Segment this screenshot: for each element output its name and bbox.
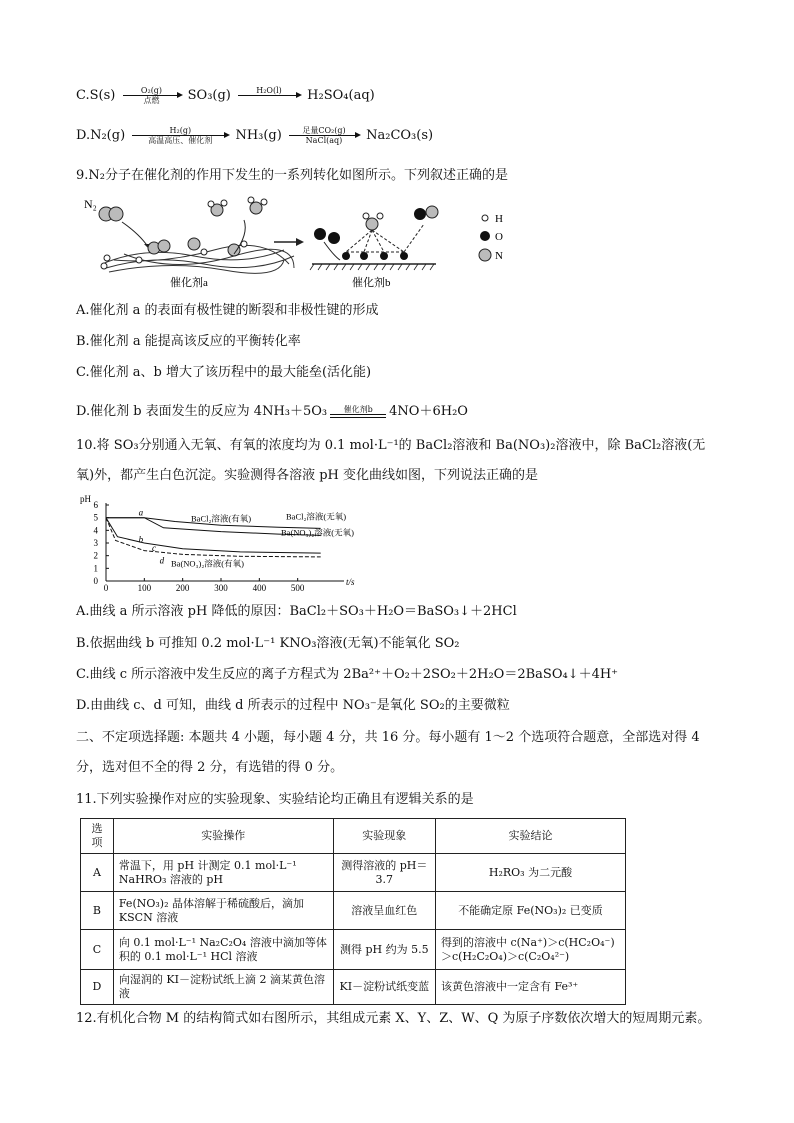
section-2-intro-1: 二、不定项选择题: 本题共 4 小题，每小题 4 分，共 16 分。每小题有 1～2 个选项符合题意，全部选对得 4 <box>76 730 700 745</box>
q10-stem-1: 10.将 SO₃分别通入无氧、有氧的浓度均为 0.1 mol·L⁻¹的 BaCl₂溶液和 Ba(NO₃)₂溶液中，除 BaCl₂溶液(无 <box>76 438 706 453</box>
x-tick-label: 0 <box>103 583 109 593</box>
equation-sign: 催化剂b <box>330 405 386 418</box>
y-tick-label: 1 <box>93 563 98 574</box>
q9-stem: 9.N₂分子在催化剂的作用下发生的一系列转化如图所示。下列叙述正确的是 <box>76 168 508 183</box>
y-tick-label: 0 <box>93 576 98 586</box>
q10-option-c: C.曲线 c 所示溶液中发生反应的离子方程式为 2Ba²⁺＋O₂＋2SO₂＋2H₂O＝2BaSO₄↓＋4H⁺ <box>76 667 619 682</box>
y-tick-label: 5 <box>93 512 98 523</box>
legend-h-icon <box>482 215 488 221</box>
experiment-table <box>80 818 626 1005</box>
x-tick-label: 300 <box>214 583 228 593</box>
legend-o-icon <box>480 231 490 241</box>
q10-stem-2: 氧)外，都产生白色沉淀。实验测得各溶液 pH 变化曲线如图，下列说法正确的是 <box>76 468 538 483</box>
x-tick-label: 200 <box>175 583 190 593</box>
ph-curve-chart <box>76 493 366 598</box>
y-tick-label: 4 <box>93 525 98 536</box>
catalyst-diagram <box>84 194 524 290</box>
y-tick-label: 2 <box>93 550 98 561</box>
q10-option-a: A.曲线 a 所示溶液 pH 降低的原因：BaCl₂＋SO₃＋H₂O＝BaSO₃↓＋2HCl <box>76 604 517 619</box>
header-conclusion: 实验结论 <box>435 819 625 854</box>
x-tick-label: 100 <box>137 583 152 593</box>
n2-label: N₂ <box>84 197 97 211</box>
header-option: 选项 <box>81 819 114 854</box>
legend-h: H <box>495 213 503 225</box>
catalyst-a-label: 催化剂a <box>170 277 208 289</box>
x-tick-label: 400 <box>252 583 267 593</box>
table-row: A 常温下，用 pH 计测定 0.1 mol·L⁻¹ NaHRO₃ 溶液的 pH 测得溶液的 pH＝3.7 H₂RO₃ 为二元酸 <box>81 854 626 892</box>
q8-option-d: D.N₂(g) H₂(g) 高温高压、催化剂 NH₃(g) 足量CO₂(g) NaCl(aq) Na₂CO₃(s) <box>76 126 434 145</box>
q8-option-c: C.S(s) O₂(g) 点燃 SO₃(g) H₂O(l) H₂SO₄(aq) <box>76 86 375 105</box>
table-row: D 向湿润的 KI－淀粉试纸上滴 2 滴某黄色溶液 KI－淀粉试纸变蓝 该黄色溶液中一定含有 Fe³⁺ <box>81 970 626 1005</box>
q10-option-d: D.由曲线 c、d 可知，曲线 d 所表示的过程中 NO₃⁻是氧化 SO₂的主要微粒 <box>76 698 510 713</box>
table-header-row <box>81 819 626 854</box>
section-2-intro-2: 分，选对但不全的得 2 分，有选错的得 0 分。 <box>76 760 344 775</box>
q11-stem: 11.下列实验操作对应的实验现象、实验结论均正确且有逻辑关系的是 <box>76 792 474 807</box>
q10-option-b: B.依据曲线 b 可推知 0.2 mol·L⁻¹ KNO₃溶液(无氧)不能氧化 SO₂ <box>76 636 460 651</box>
table-row: C 向 0.1 mol·L⁻¹ Na₂C₂O₄ 溶液中滴加等体积的 0.1 mol·L⁻¹ HCl 溶液 测得 pH 约为 5.5 得到的溶液中 c(Na⁺)＞c(HC₂O₄⁻)＞c(H₂C₂O₄)＞c(C₂O₄²⁻) <box>81 930 626 970</box>
x-tick-label: 500 <box>290 583 305 593</box>
curve-letter-label: a <box>138 507 144 518</box>
catalyst-b-label: 催化剂b <box>352 277 391 289</box>
q12-stem: 12.有机化合物 M 的结构简式如右图所示，其组成元素 X、Y、Z、W、Q 为原子序数依次增大的短周期元素。 <box>76 1011 711 1026</box>
series-label: BaCl₂溶液(无氧) <box>286 511 347 522</box>
q9-option-d: D.催化剂 b 表面发生的反应为 4NH₃＋5O₃ 催化剂b 4NO＋6H₂O <box>76 404 468 419</box>
table-row: B Fe(NO₃)₂ 晶体溶解于稀硫酸后，滴加 KSCN 溶液 溶液呈血红色 不能确定原 Fe(NO₃)₂ 已变质 <box>81 892 626 930</box>
header-operation: 实验操作 <box>113 819 333 854</box>
reaction-arrow: O₂(g) 点燃 <box>123 86 181 105</box>
q9-option-a: A.催化剂 a 的表面有极性键的断裂和非极性键的形成 <box>76 303 379 318</box>
curve-letter-label: d <box>159 555 165 566</box>
legend-n-icon <box>479 249 491 261</box>
q9-option-c: C.催化剂 a、b 增大了该历程中的最大能垒(活化能) <box>76 365 372 380</box>
reaction-arrow: 足量CO₂(g) NaCl(aq) <box>289 126 359 145</box>
series-label: BaCl₂溶液(有氧) <box>191 513 252 524</box>
reaction-arrow: H₂O(l) <box>238 86 300 105</box>
x-axis-label: t/s <box>346 577 355 587</box>
series-label: Ba(NO₃)₂溶液(无氧) <box>281 527 354 538</box>
legend-o: O <box>495 231 503 243</box>
y-tick-label: 6 <box>93 500 98 510</box>
series-label: Ba(NO₃)₂溶液(有氧) <box>171 558 244 569</box>
curve-letter-label: c <box>152 543 156 554</box>
curve-letter-label: b <box>138 534 144 545</box>
legend-n: N <box>495 250 503 262</box>
header-phenomenon: 实验现象 <box>333 819 435 854</box>
y-tick-label: 3 <box>93 538 98 548</box>
y-axis-label: pH <box>80 494 91 504</box>
q9-option-b: B.催化剂 a 能提高该反应的平衡转化率 <box>76 334 301 349</box>
reaction-arrow: H₂(g) 高温高压、催化剂 <box>132 126 228 145</box>
